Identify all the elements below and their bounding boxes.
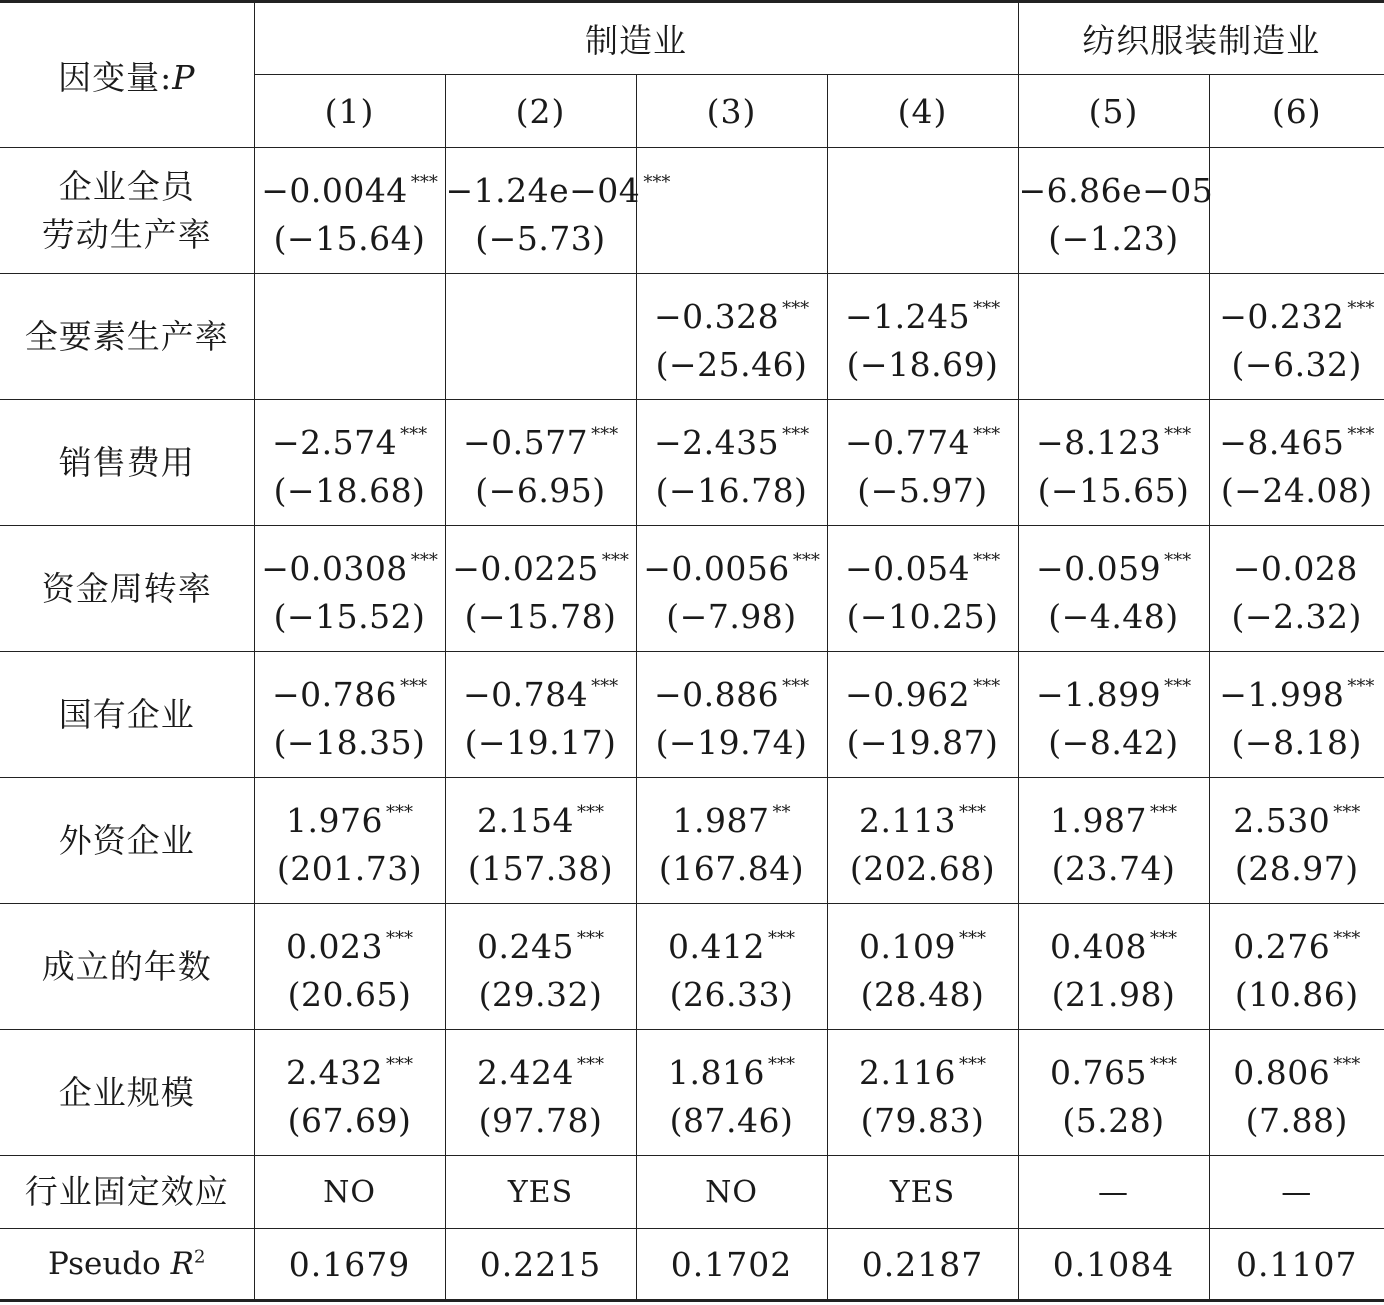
coefficient [255,411,445,467]
coefficient [637,915,827,971]
coefficient [1019,411,1209,467]
table-cell [827,778,1018,904]
coefficient [1019,789,1209,845]
significance-stars: *** [1347,675,1375,697]
t-statistic: (−5.73) [475,218,606,258]
coefficient [1210,789,1384,845]
table-cell [1209,274,1384,400]
significance-stars: *** [958,1053,986,1075]
t-statistic: (28.97) [1234,848,1359,888]
table-row [0,652,1384,778]
row-label [0,400,254,526]
coefficient [828,915,1018,971]
coefficient [255,915,445,971]
t-statistic: (157.38) [467,848,614,888]
significance-stars: *** [601,549,629,571]
table-cell [636,652,827,778]
table-cell [1018,274,1209,400]
t-statistic: (−8.42) [1048,722,1179,762]
coefficient [1210,663,1384,719]
coefficient-value: 2.530 [1233,800,1331,840]
table-cell [1018,1030,1209,1156]
t-statistic: (67.69) [287,1100,412,1140]
significance-stars: *** [1333,801,1361,823]
coefficient-value: 0.245 [477,926,574,966]
t-statistic: (−19.17) [464,722,617,762]
t-statistic: (−6.95) [475,470,606,510]
t-statistic: (−15.64) [273,218,426,258]
coefficient [446,1041,636,1097]
table-cell [254,526,445,652]
table-cell [827,1030,1018,1156]
table-cell [1018,400,1209,526]
t-statistic: (201.73) [276,848,423,888]
coefficient [637,285,827,341]
t-statistic: (29.32) [478,974,603,1014]
t-statistic: (26.33) [669,974,794,1014]
t-statistic: (−19.87) [846,722,999,762]
coefficient [446,309,636,365]
significance-stars: *** [973,549,1001,571]
coefficient-value: −2.574 [271,422,398,462]
significance-stars: *** [973,675,1001,697]
row-label [0,778,254,904]
table-cell [636,148,827,274]
coefficient [637,1041,827,1097]
table-cell [445,778,636,904]
fixed-effects-row [0,1156,1384,1229]
significance-stars: *** [782,297,810,319]
coefficient-value: 0.806 [1233,1052,1331,1092]
dependent-variable-symbol: P [172,57,196,97]
significance-stars: *** [1347,297,1375,319]
t-statistic: (−18.68) [273,470,426,510]
table-cell [445,1030,636,1156]
fixed-effects-value: — [1209,1156,1384,1229]
coefficient-value: 1.816 [668,1052,765,1092]
coefficient [446,663,636,719]
t-statistic: (−4.48) [1048,596,1179,636]
table-cell [254,778,445,904]
significance-stars: *** [410,549,438,571]
coefficient [1210,1041,1384,1097]
t-statistic: (23.74) [1051,848,1176,888]
table-cell [254,148,445,274]
t-statistic: (−7.98) [666,596,797,636]
significance-stars: *** [792,549,820,571]
coefficient-value: −0.0225 [452,548,599,588]
table-cell [1209,652,1384,778]
row-label-line: 销售费用 [58,442,195,482]
t-statistic: (10.86) [1234,974,1359,1014]
coefficient-value: −1.24e−04 [445,170,641,210]
coefficient-value: 2.424 [477,1052,574,1092]
coefficient [637,537,827,593]
table-cell [636,904,827,1030]
significance-stars: *** [643,171,671,193]
pseudo-r2-value: 0.1107 [1209,1229,1384,1301]
coefficient-value: 2.154 [477,800,574,840]
significance-stars: *** [1333,1053,1361,1075]
table-row [0,778,1384,904]
table-row [0,274,1384,400]
dependent-variable-label: 因变量: [58,57,173,97]
coefficient [828,663,1018,719]
table-row [0,1030,1384,1156]
t-statistic: (−15.65) [1037,470,1190,510]
table-cell [636,274,827,400]
coefficient-value: −0.577 [462,422,589,462]
coefficient-value: −1.899 [1035,674,1162,714]
significance-stars: *** [1333,927,1361,949]
significance-stars: *** [385,1053,413,1075]
t-statistic: (−6.32) [1231,344,1362,384]
t-statistic: (7.88) [1245,1100,1348,1140]
pseudo-r2-row [0,1229,1384,1301]
coefficient-value: −8.123 [1035,422,1162,462]
significance-stars: *** [385,801,413,823]
t-statistic: (−24.08) [1220,470,1373,510]
coefficient-value: 0.408 [1050,926,1147,966]
coefficient-value: −8.465 [1219,422,1345,462]
table-cell [1018,526,1209,652]
t-statistic: (167.84) [658,848,805,888]
pseudo-r2-superscript: 2 [194,1246,206,1268]
fixed-effects-value: YES [827,1156,1018,1229]
coefficient-value: −0.328 [653,296,780,336]
significance-stars: *** [1149,927,1177,949]
significance-stars: *** [782,675,810,697]
table-cell [254,274,445,400]
coefficient [1019,663,1209,719]
table-row [0,904,1384,1030]
significance-stars: *** [576,1053,604,1075]
pseudo-r2-value: 0.2215 [445,1229,636,1301]
fixed-effects-label: 行业固定效应 [0,1156,254,1229]
row-label-line: 资金周转率 [41,568,212,608]
significance-stars: *** [958,801,986,823]
column-header-1: (1) [254,75,445,148]
significance-stars: *** [1149,801,1177,823]
group-header-textile: 纺织服装制造业 [1018,2,1384,75]
row-label [0,148,254,274]
significance-stars: *** [591,423,619,445]
row-label [0,652,254,778]
pseudo-r2-symbol: R [170,1246,194,1282]
coefficient [828,1041,1018,1097]
coefficient [1210,915,1384,971]
coefficient-value: 1.987 [1050,800,1147,840]
coefficient [255,309,445,365]
pseudo-r2-value: 0.2187 [827,1229,1018,1301]
significance-stars: *** [767,927,795,949]
column-header-4: (4) [827,75,1018,148]
coefficient [1019,1041,1209,1097]
t-statistic: (−25.46) [655,344,808,384]
table-row [0,400,1384,526]
t-statistic: (−18.69) [846,344,999,384]
significance-stars: *** [410,171,438,193]
coefficient [255,663,445,719]
significance-stars: *** [591,675,619,697]
row-label-line: 全要素生产率 [24,316,229,356]
significance-stars: *** [1164,675,1192,697]
coefficient [255,159,445,215]
fixed-effects-value: NO [636,1156,827,1229]
table-cell [1209,904,1384,1030]
significance-stars: *** [767,1053,795,1075]
row-label-line: 企业全员 [58,166,195,206]
significance-stars: *** [782,423,810,445]
pseudo-r2-label [0,1229,254,1301]
significance-stars: *** [576,801,604,823]
significance-stars: *** [400,423,428,445]
significance-stars: *** [1164,549,1192,571]
t-statistic: (−2.32) [1231,596,1362,636]
row-label-line: 企业规模 [58,1072,195,1112]
table-cell [1209,526,1384,652]
table-cell [827,148,1018,274]
t-statistic: (−1.23) [1048,218,1179,258]
table-cell [1209,778,1384,904]
coefficient-value: 0.109 [859,926,956,966]
coefficient-value: 2.113 [859,800,956,840]
coefficient-value: −0.784 [462,674,589,714]
dependent-variable-header [0,2,254,148]
row-label-line: 外资企业 [58,820,195,860]
table-cell [636,526,827,652]
table-cell [445,274,636,400]
coefficient [446,411,636,467]
coefficient-value: −0.059 [1035,548,1162,588]
table-cell [445,526,636,652]
coefficient-value: −0.774 [844,422,971,462]
coefficient-value: 0.276 [1233,926,1331,966]
t-statistic: (−16.78) [655,470,808,510]
coefficient [445,159,671,215]
coefficient [828,411,1018,467]
coefficient-value: 2.116 [859,1052,956,1092]
coefficient [637,411,827,467]
significance-stars: *** [1164,423,1192,445]
header-group-row [0,2,1384,75]
t-statistic: (−15.78) [464,596,617,636]
table-cell [445,400,636,526]
coefficient [255,1041,445,1097]
table-cell [827,526,1018,652]
column-header-2: (2) [445,75,636,148]
coefficient-value: −2.435 [653,422,780,462]
coefficient [255,537,445,593]
t-statistic: (20.65) [287,974,412,1014]
fixed-effects-value: NO [254,1156,445,1229]
t-statistic: (−18.35) [273,722,426,762]
row-label-line: 劳动生产率 [41,214,212,254]
t-statistic: (−19.74) [655,722,808,762]
table-cell [254,400,445,526]
t-statistic: (−15.52) [273,596,426,636]
table-cell [1209,148,1384,274]
table-cell [827,274,1018,400]
table-cell [1018,652,1209,778]
t-statistic: (−10.25) [846,596,999,636]
coefficient-value: −0.054 [844,548,971,588]
row-label [0,274,254,400]
significance-stars: *** [1149,1053,1177,1075]
fixed-effects-value: — [1018,1156,1209,1229]
pseudo-r2-value: 0.1679 [254,1229,445,1301]
table-cell [445,148,671,274]
row-label [0,526,254,652]
table-cell [636,778,827,904]
t-statistic: (−8.18) [1231,722,1362,762]
coefficient [1018,159,1214,215]
significance-stars: *** [958,927,986,949]
coefficient-value: 2.432 [286,1052,383,1092]
significance-stars: ** [772,801,791,823]
coefficient-value: −0.0308 [261,548,408,588]
table-cell [827,400,1018,526]
coefficient [1210,411,1384,467]
fixed-effects-value: YES [445,1156,636,1229]
coefficient-value: 0.023 [286,926,383,966]
coefficient [446,789,636,845]
coefficient [1210,537,1384,593]
table-cell [827,652,1018,778]
coefficient-value: 1.976 [286,800,383,840]
table-cell [1018,148,1214,274]
t-statistic: (79.83) [860,1100,985,1140]
significance-stars: *** [576,927,604,949]
table-row [0,148,1384,274]
table-cell [1209,400,1384,526]
significance-stars: *** [973,297,1001,319]
t-statistic: (87.46) [669,1100,794,1140]
table-cell [827,904,1018,1030]
coefficient-value: 1.987 [672,800,770,840]
coefficient-value: −1.998 [1219,674,1345,714]
significance-stars: *** [385,927,413,949]
coefficient-value: −0.0044 [261,170,408,210]
significance-stars: *** [1347,423,1375,445]
coefficient-value: −0.232 [1219,296,1345,336]
pseudo-r2-value: 0.1084 [1018,1229,1209,1301]
row-label [0,1030,254,1156]
pseudo-r2-value: 0.1702 [636,1229,827,1301]
coefficient [1019,537,1209,593]
significance-stars: *** [400,675,428,697]
coefficient [255,789,445,845]
pseudo-r2-label-text: Pseudo [48,1246,171,1282]
coefficient-value: −0.028 [1232,548,1358,588]
coefficient [828,537,1018,593]
table-cell [636,1030,827,1156]
coefficient [1210,183,1384,239]
t-statistic: (202.68) [849,848,996,888]
coefficient [446,915,636,971]
coefficient [828,789,1018,845]
coefficient-value: −0.0056 [643,548,790,588]
coefficient-value: 0.765 [1050,1052,1147,1092]
column-header-3: (3) [636,75,827,148]
row-label-line: 成立的年数 [41,946,212,986]
table-cell [254,652,445,778]
coefficient-value: 0.412 [668,926,765,966]
coefficient [637,789,827,845]
coefficient [828,183,1018,239]
t-statistic: (5.28) [1062,1100,1165,1140]
coefficient-value: −0.786 [271,674,398,714]
coefficient [828,285,1018,341]
row-label [0,904,254,1030]
t-statistic: (97.78) [478,1100,603,1140]
table-cell [254,904,445,1030]
coefficient [1210,285,1384,341]
coefficient [446,537,636,593]
table-cell [445,652,636,778]
table-cell [254,1030,445,1156]
table-row [0,526,1384,652]
table-cell [1018,904,1209,1030]
t-statistic: (28.48) [860,974,985,1014]
coefficient [637,663,827,719]
table-cell [1209,1030,1384,1156]
coefficient [1019,915,1209,971]
t-statistic: (21.98) [1051,974,1176,1014]
table-cell [1018,778,1209,904]
group-header-manufacturing: 制造业 [254,2,1018,75]
coefficient [1019,309,1209,365]
table-cell [636,400,827,526]
row-label-line: 国有企业 [58,694,195,734]
coefficient-value: −6.86e−05 [1018,170,1214,210]
column-header-5: (5) [1018,75,1209,148]
table-cell [445,904,636,1030]
coefficient-value: −0.962 [844,674,971,714]
t-statistic: (−5.97) [857,470,988,510]
significance-stars: *** [973,423,1001,445]
coefficient-value: −0.886 [653,674,780,714]
column-header-6: (6) [1209,75,1384,148]
coefficient-value: −1.245 [844,296,971,336]
